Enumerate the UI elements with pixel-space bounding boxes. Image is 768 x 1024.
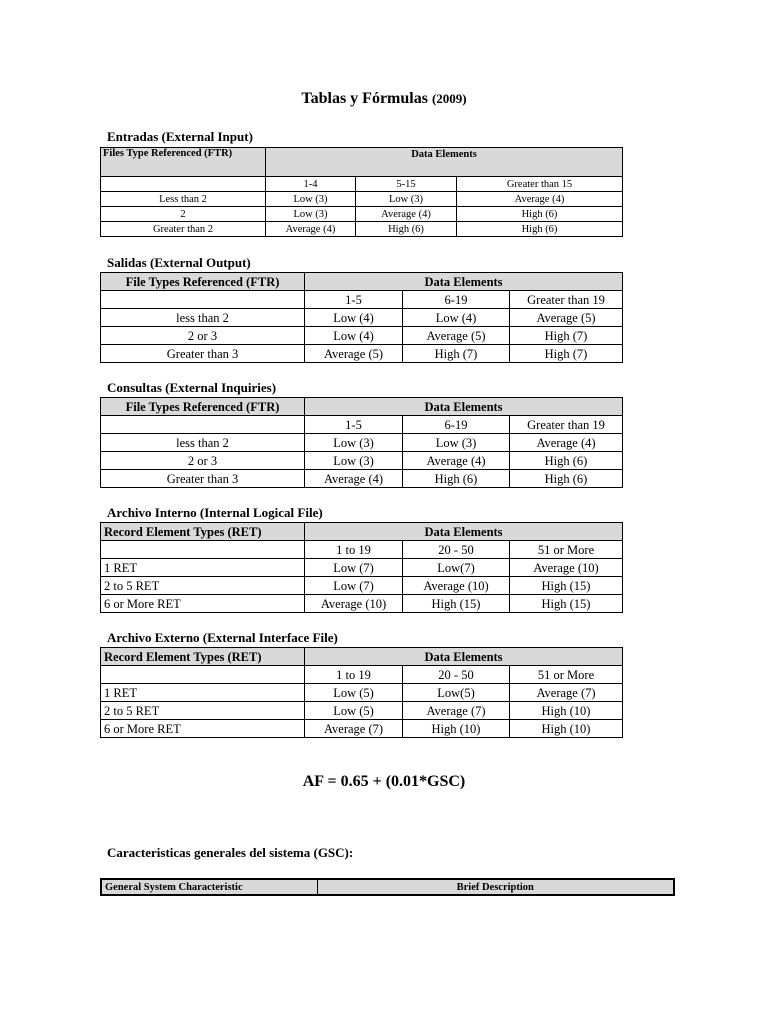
table-cell: Low (3)	[305, 452, 403, 470]
section-heading-consultas: Consultas (External Inquiries)	[107, 380, 277, 395]
table-cell: Average (4)	[305, 470, 403, 488]
table-cell: Average (4)	[457, 192, 623, 207]
empty-cell	[101, 177, 266, 192]
range-cell: 5-15	[356, 177, 457, 192]
row-label: 1 RET	[101, 684, 305, 702]
table-cell: High (6)	[403, 470, 510, 488]
table-cell: High (7)	[510, 327, 623, 345]
row-label: 2 to 5 RET	[101, 702, 305, 720]
table-cell: Average (4)	[510, 434, 623, 452]
range-row	[101, 541, 623, 559]
table-row	[101, 309, 623, 327]
table-cell: High (6)	[356, 222, 457, 237]
table-cell: Low (4)	[403, 309, 510, 327]
table-header-row	[101, 879, 674, 895]
table-consultas	[100, 397, 623, 488]
group-header-data-elements: Data Elements	[305, 523, 623, 541]
table-row	[101, 434, 623, 452]
range-cell: 1-5	[305, 291, 403, 309]
table-cell: Average (10)	[403, 577, 510, 595]
table-cell: High (10)	[510, 702, 623, 720]
table-cell: High (10)	[403, 720, 510, 738]
range-row	[101, 666, 623, 684]
empty-cell	[101, 416, 305, 434]
row-label: 2	[101, 207, 266, 222]
table-header-row	[101, 648, 623, 666]
row-label: 2 to 5 RET	[101, 577, 305, 595]
range-row	[101, 416, 623, 434]
page-title	[0, 90, 768, 108]
row-label: 6 or More RET	[101, 720, 305, 738]
table-row	[101, 595, 623, 613]
range-cell: 51 or More	[510, 666, 623, 684]
range-cell: 1-4	[266, 177, 356, 192]
group-header-data-elements: Data Elements	[305, 273, 623, 291]
col-header-gsc: General System Characteristic	[101, 879, 317, 895]
table-cell: Low (5)	[305, 702, 403, 720]
formula: AF = 0.65 + (0.01*GSC)	[302, 773, 466, 790]
range-cell: 6-19	[403, 416, 510, 434]
table-cell: Average (5)	[403, 327, 510, 345]
table-cell: High (6)	[510, 452, 623, 470]
table-cell: High (10)	[510, 720, 623, 738]
section-heading-archivo-interno: Archivo Interno (Internal Logical File)	[107, 505, 323, 520]
table-archivo-interno	[100, 522, 623, 613]
table-row	[101, 559, 623, 577]
table-cell: Low (4)	[305, 309, 403, 327]
row-label: Greater than 3	[101, 345, 305, 363]
range-cell: 1-5	[305, 416, 403, 434]
table-cell: Average (5)	[510, 309, 623, 327]
row-label: Less than 2	[101, 192, 266, 207]
table-cell: Low (3)	[356, 192, 457, 207]
table-row	[101, 192, 623, 207]
row-label: Greater than 2	[101, 222, 266, 237]
table-cell: Average (5)	[305, 345, 403, 363]
group-header-data-elements: Data Elements	[266, 148, 623, 177]
table-cell: Average (7)	[510, 684, 623, 702]
table-cell: High (15)	[510, 577, 623, 595]
table-cell: High (7)	[510, 345, 623, 363]
gsc-heading: Caracteristicas generales del sistema (GSC):	[107, 845, 354, 860]
title-text: Tablas y Fórmulas	[301, 90, 428, 107]
table-row	[101, 345, 623, 363]
range-cell: 20 - 50	[403, 666, 510, 684]
table-salidas	[100, 272, 623, 363]
table-cell: Average (7)	[403, 702, 510, 720]
table-cell: Low (3)	[266, 207, 356, 222]
range-cell: 51 or More	[510, 541, 623, 559]
table-cell: High (6)	[510, 470, 623, 488]
table-header-row	[101, 398, 623, 416]
table-cell: Low(5)	[403, 684, 510, 702]
table-cell: High (6)	[457, 207, 623, 222]
table-cell: Average (7)	[305, 720, 403, 738]
row-label: less than 2	[101, 309, 305, 327]
section-heading-salidas: Salidas (External Output)	[107, 255, 251, 270]
table-row	[101, 702, 623, 720]
table-entradas	[100, 147, 623, 237]
range-cell: 6-19	[403, 291, 510, 309]
row-label: 1 RET	[101, 559, 305, 577]
empty-cell	[101, 291, 305, 309]
table-row	[101, 327, 623, 345]
row-label: 2 or 3	[101, 452, 305, 470]
table-cell: High (7)	[403, 345, 510, 363]
table-header-row	[101, 148, 623, 177]
table-cell: Low (3)	[266, 192, 356, 207]
table-cell: Low (7)	[305, 559, 403, 577]
table-cell: High (15)	[510, 595, 623, 613]
table-row	[101, 222, 623, 237]
col-header-ret: Record Element Types (RET)	[101, 523, 305, 541]
group-header-data-elements: Data Elements	[305, 648, 623, 666]
range-row	[101, 177, 623, 192]
table-cell: Low (5)	[305, 684, 403, 702]
col-header-ftr: File Types Referenced (FTR)	[101, 398, 305, 416]
range-cell: 1 to 19	[305, 541, 403, 559]
group-header-data-elements: Data Elements	[305, 398, 623, 416]
empty-cell	[101, 541, 305, 559]
table-header-row	[101, 273, 623, 291]
row-label: less than 2	[101, 434, 305, 452]
table-row	[101, 452, 623, 470]
table-cell: Low (4)	[305, 327, 403, 345]
row-label: 6 or More RET	[101, 595, 305, 613]
section-heading-entradas: Entradas (External Input)	[107, 129, 253, 144]
table-cell: High (15)	[403, 595, 510, 613]
col-header-ftr: Files Type Referenced (FTR)	[101, 148, 266, 177]
table-cell: Low (3)	[403, 434, 510, 452]
table-cell: Low (7)	[305, 577, 403, 595]
table-gsc	[100, 878, 675, 896]
range-cell: Greater than 15	[457, 177, 623, 192]
col-header-ftr: File Types Referenced (FTR)	[101, 273, 305, 291]
col-header-ret: Record Element Types (RET)	[101, 648, 305, 666]
table-row	[101, 684, 623, 702]
col-header-description: Brief Description	[317, 879, 674, 895]
table-cell: Average (4)	[403, 452, 510, 470]
table-header-row	[101, 523, 623, 541]
title-year: (2009)	[431, 91, 467, 106]
table-cell: Average (10)	[510, 559, 623, 577]
row-label: Greater than 3	[101, 470, 305, 488]
table-row	[101, 720, 623, 738]
table-cell: Average (4)	[356, 207, 457, 222]
range-cell: 20 - 50	[403, 541, 510, 559]
range-cell: 1 to 19	[305, 666, 403, 684]
row-label: 2 or 3	[101, 327, 305, 345]
empty-cell	[101, 666, 305, 684]
table-cell: Average (10)	[305, 595, 403, 613]
table-archivo-externo	[100, 647, 623, 738]
table-cell: Average (4)	[266, 222, 356, 237]
table-cell: High (6)	[457, 222, 623, 237]
table-cell: Low (3)	[305, 434, 403, 452]
table-row	[101, 207, 623, 222]
table-row	[101, 577, 623, 595]
section-heading-archivo-externo: Archivo Externo (External Interface File)	[107, 630, 338, 645]
range-row	[101, 291, 623, 309]
range-cell: Greater than 19	[510, 291, 623, 309]
range-cell: Greater than 19	[510, 416, 623, 434]
table-row	[101, 470, 623, 488]
table-cell: Low(7)	[403, 559, 510, 577]
